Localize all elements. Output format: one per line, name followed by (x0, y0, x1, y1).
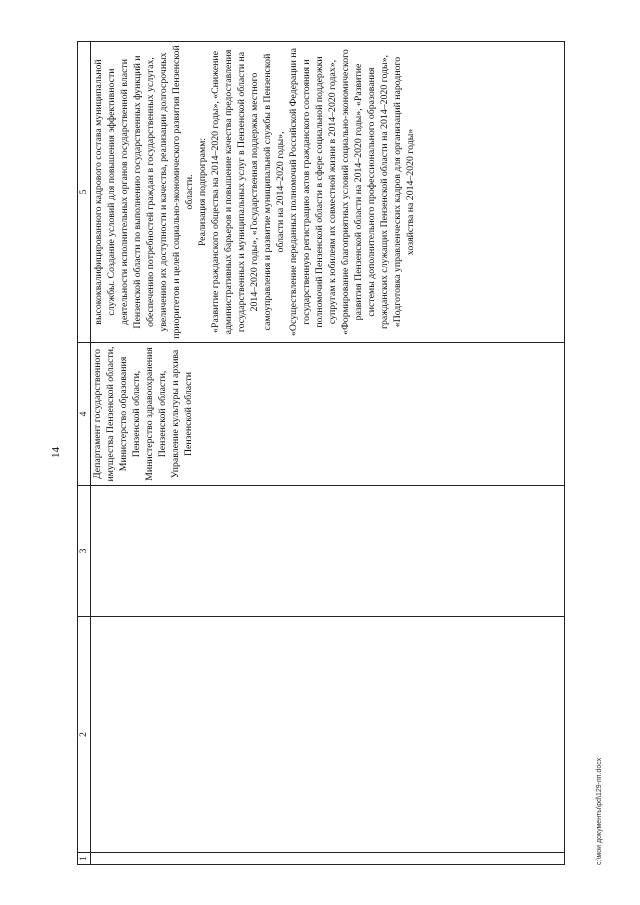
column-number-1: 1 (78, 853, 91, 865)
table-header-row (78, 42, 91, 865)
description-paragraph: Реализация подпрограмм: (197, 137, 208, 247)
cell-col3 (91, 486, 565, 617)
description-paragraph: «Развитие гражданского общества на 2014–2020 годы», «Снижение административных барьеров и повышение качества предоставления государственных и муниципальных услуг в Пензенской области на 2014–2020 годы», «Государственная поддержка местного самоуправления и развитие муниципальной службы в Пензенской области на 2014–2020 годы», (210, 49, 286, 335)
description-paragraph: «Формирование благоприятных условий социально-экономического развития Пензенской области на 2014–2020 годы», «Развитие системы дополнительного профессионального образования гражданских служащих Пензенской области на 2014–2020 годы», «Подготовка управленческих кадров для организаций народного хозяйства на 2014–2020 годы» (340, 49, 416, 335)
cell-col2 (91, 617, 565, 853)
cell-description (91, 42, 565, 343)
page-number: 14 (50, 447, 62, 458)
cell-col1 (91, 853, 565, 865)
column-number-2: 2 (78, 617, 91, 853)
table-row (91, 42, 565, 865)
column-number-5: 5 (78, 42, 91, 343)
description-paragraph: высококвалифицированного кадрового состава муниципальной службы. Создание условий для повышения эффективности деятельности исполнительных органов государственной власти Пензенской области по выполнению государственных функций и обеспечению потребностей граждан в государственных услугах, увеличению их доступности и качества, реализации долгосрочных приоритетов и целей социально-экономического развития Пензенской области. (93, 45, 195, 339)
program-table (77, 41, 565, 865)
cell-executors: Департамент государственного имущества Пензенской области, Министерство образования Пензенской области, Министерство здравоохранения Пензенской области, Управление культуры и архива Пензенской области (91, 343, 565, 486)
description-paragraph: «Осуществление переданных полномочий Российской Федерации на государственную регистрацию актов гражданского состояния и полномочий Пензенской области в сфере социальной поддержки супругам к юбилеям их совместной жизни в 2014–2020 годах», (288, 48, 338, 336)
footer-file-path: c:\мои документы\рd\129-пп.docx (596, 757, 603, 865)
column-number-3: 3 (78, 486, 91, 617)
column-number-4: 4 (78, 343, 91, 486)
